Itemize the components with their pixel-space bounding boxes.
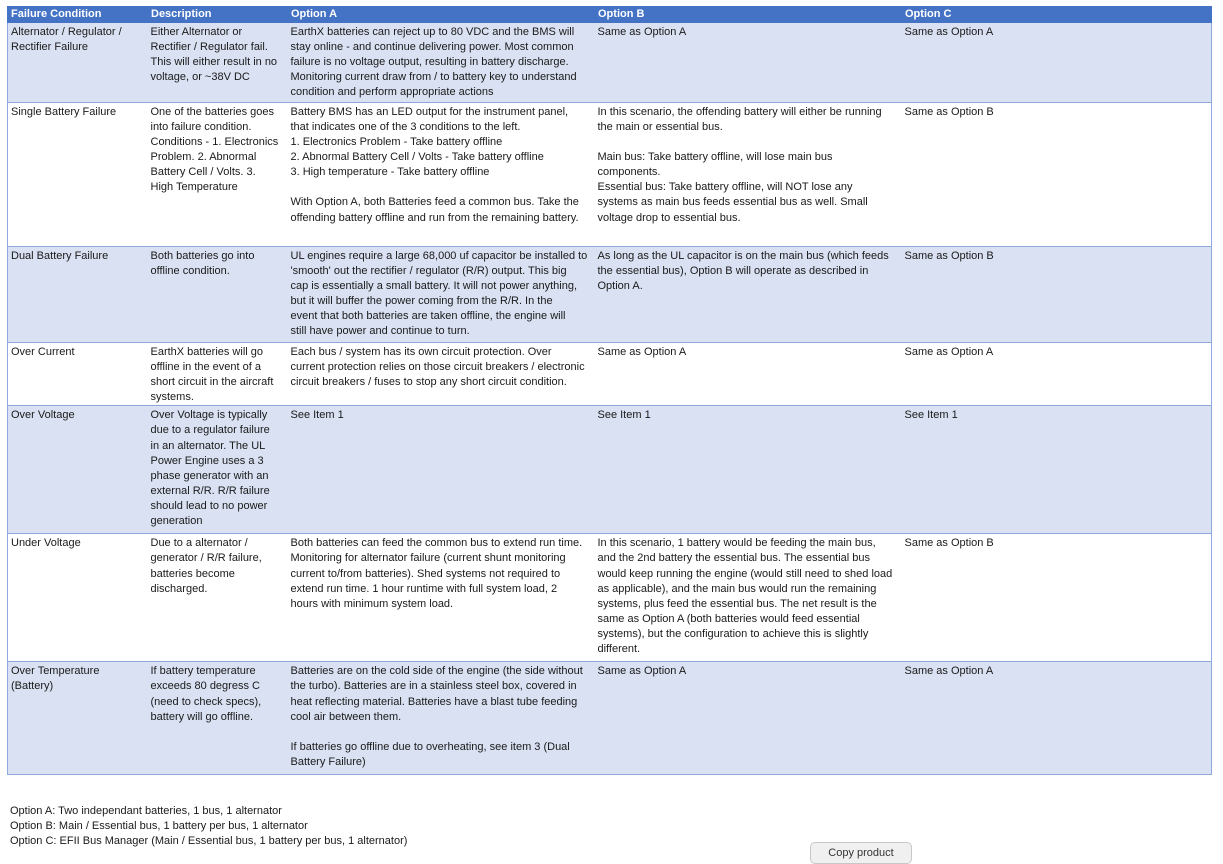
cell-text-line: Same as Option A — [904, 346, 994, 358]
cell-text-line: failure is no voltage output, resulting in battery discharge. — [290, 56, 569, 69]
failure-condition-cell[interactable] — [8, 406, 148, 534]
cell-text-line: in an alternator. The UL — [150, 439, 266, 452]
failure-condition-cell[interactable] — [8, 23, 148, 103]
cell-text-line: UL engines require a large 68,000 uf capacitor be installed to — [290, 250, 588, 262]
option-b-cell[interactable] — [595, 247, 902, 343]
cell-text-line: Rectifier / Regulator fail. — [150, 41, 268, 54]
cell-text-line: As long as the UL capacitor is on the main bus (which feeds — [597, 250, 889, 262]
cell-text-line: short circuit in the aircraft — [150, 376, 274, 389]
cell-text-line: into failure condition. — [150, 121, 252, 134]
option-b-cell[interactable] — [595, 662, 902, 775]
cell-text-line: 1. Electronics Problem - Take battery offline — [290, 136, 503, 149]
cell-text-line: 'smooth' out the rectifier / regulator (R/R) output. This big — [290, 265, 567, 278]
cell-text-line: See Item 1 — [290, 409, 344, 422]
description-cell[interactable] — [148, 662, 288, 775]
cell-text-line: With Option A, both Batteries feed a common bus. Take the — [290, 196, 579, 209]
cell-text-line — [291, 180, 592, 195]
option-c-cell[interactable] — [902, 534, 1212, 662]
table-row — [8, 662, 1212, 775]
cell-text-line: should lead to no power — [150, 499, 268, 512]
cell-text-line: batteries become — [150, 567, 235, 580]
cell-text-line: In this scenario, 1 battery would be feeding the main bus, — [597, 537, 876, 550]
cell-text-line: Single Battery Failure — [11, 106, 117, 118]
header-failure-condition[interactable]: Failure Condition — [8, 7, 148, 23]
description-cell[interactable] — [148, 23, 288, 103]
cell-text-line: voltage, or ~38V DC — [150, 71, 250, 84]
cell-text-line: phase generator with an — [150, 469, 269, 482]
cell-text-line: Same as Option B — [904, 106, 994, 118]
cell-text-line: Option A. — [597, 280, 643, 293]
option-c-cell[interactable] — [902, 103, 1212, 247]
option-c-cell[interactable] — [902, 662, 1212, 775]
cell-text-line: Over Current — [11, 346, 75, 358]
option-b-cell[interactable] — [595, 23, 902, 103]
cell-text-line — [291, 725, 592, 740]
cell-text-line: Battery BMS has an LED output for the instrument panel, — [290, 106, 569, 118]
cell-text-line: systems. — [150, 391, 194, 404]
cell-text-line: Conditions - 1. Electronics — [150, 136, 279, 149]
cell-text-line: and the 2nd battery the essential bus. The essential bus — [597, 552, 871, 565]
cell-text-line: EarthX batteries will go — [150, 346, 263, 358]
cell-text-line: voltage drop to essential bus. — [597, 211, 741, 224]
option-a-cell[interactable] — [288, 343, 595, 406]
cell-text-line: Each bus / system has its own circuit protection. Over — [290, 346, 552, 358]
header-option-c[interactable]: Option C — [902, 7, 1212, 23]
cell-text-line: systems as main bus feeds essential bus as well. Small — [597, 196, 868, 209]
description-cell[interactable] — [148, 406, 288, 534]
option-a-cell[interactable] — [288, 406, 595, 534]
cell-text-line: Same as Option A — [597, 346, 687, 358]
header-row — [8, 7, 1212, 23]
option-a-cell[interactable] — [288, 247, 595, 343]
cell-text-line: One of the batteries goes — [150, 106, 275, 118]
header-option-b[interactable]: Option B — [595, 7, 902, 23]
cell-text-line: Dual Battery Failure — [11, 250, 109, 262]
cell-text-line: Same as Option A — [597, 26, 687, 38]
cell-text-line: Monitoring for alternator failure (current shunt monitoring — [290, 552, 566, 565]
cell-text-line: systems), but the configuration to achieve this is slightly — [597, 627, 869, 640]
cell-text-line: circuit breakers / fuses to stop any short circuit condition. — [290, 376, 567, 389]
description-cell[interactable] — [148, 343, 288, 406]
cell-text-line: Same as Option A — [597, 665, 687, 678]
option-note: Option C: EFII Bus Manager (Main / Essential bus, 1 battery per bus, 1 alternator) — [10, 835, 408, 847]
cell-text-line: Same as Option B — [904, 250, 994, 262]
option-a-cell[interactable] — [288, 23, 595, 103]
cell-text-line: High Temperature — [150, 181, 238, 194]
cell-text-line: current to/from batteries). Shed systems not required to — [290, 567, 561, 580]
cell-text-line: the essential bus), Option B will operate as described in — [597, 265, 869, 278]
option-b-cell[interactable] — [595, 343, 902, 406]
option-note: Option A: Two independant batteries, 1 bus, 1 alternator — [10, 805, 282, 817]
cell-text-line: Under Voltage — [11, 537, 81, 550]
cell-text-line: See Item 1 — [904, 409, 958, 422]
cell-text-line: offline in the event of a — [150, 361, 261, 374]
cell-text-line: hours with minimum system load. — [290, 597, 454, 610]
cell-text-line: condition and perform appropriate actions — [290, 86, 494, 99]
cell-text-line: Problem. 2. Abnormal — [150, 151, 257, 164]
cell-text-line: generation — [150, 515, 203, 528]
cell-text-line: If battery temperature — [150, 665, 256, 678]
cell-text-line: Battery Failure) — [290, 755, 366, 768]
option-c-cell[interactable] — [902, 406, 1212, 534]
table-body — [8, 23, 1212, 775]
table-row — [8, 343, 1212, 406]
cell-text-line: Over Voltage is typically — [150, 409, 268, 422]
cell-text-line: stay online - and continue delivering power. Most common — [290, 41, 574, 54]
cell-text-line: event that both batteries are taken offline, the engine will — [290, 310, 566, 323]
cell-text-line: Monitoring current draw from / to battery key to understand — [290, 71, 577, 84]
cell-text-line: This will either result in no — [150, 56, 278, 69]
cell-text-line: the turbo). Batteries are in a stainless steel box, covered in — [290, 680, 577, 693]
cell-text-line: Essential bus: Take battery offline, will NOT lose any — [597, 181, 853, 194]
copy-product-button[interactable]: Copy product — [810, 842, 912, 864]
cell-text-line: EarthX batteries can reject up to 80 VDC and the BMS will — [290, 26, 575, 38]
cell-text-line: offline condition. — [150, 265, 230, 278]
description-cell[interactable] — [148, 534, 288, 662]
cell-text-line: Same as Option A — [904, 26, 994, 38]
cell-text-line: discharged. — [150, 582, 208, 595]
cell-text-line: heat reflecting material. Batteries have a blast tube feeding — [290, 695, 578, 708]
option-c-cell[interactable] — [902, 343, 1212, 406]
cell-text-line: external R/R. R/R failure — [150, 484, 270, 497]
option-a-cell[interactable] — [288, 103, 595, 247]
spreadsheet-sheet — [7, 6, 1211, 775]
cell-text-line: Over Temperature — [11, 665, 100, 678]
cell-text-line: 3. High temperature - Take battery offline — [290, 166, 490, 179]
cell-text-line: as applicable), and the main bus would run the remaining — [597, 582, 877, 595]
cell-text-line: Same as Option B — [904, 537, 994, 550]
cell-text-line: that indicates one of the 3 conditions to the left. — [290, 121, 521, 134]
cell-text-line: Alternator / Regulator / — [11, 26, 122, 38]
table-row — [8, 247, 1212, 343]
cell-text-line: would keep running the engine (would still need to shed load — [597, 567, 893, 580]
cell-text-line: Due to a alternator / — [150, 537, 248, 550]
cell-text-line: cap is essentially a small battery. It will not power anything, — [290, 280, 578, 293]
option-a-cell[interactable] — [288, 534, 595, 662]
cell-text-line: Both batteries go into — [150, 250, 255, 262]
cell-text-line: Power Engine uses a 3 — [150, 454, 264, 467]
cell-text-line: Over Voltage — [11, 409, 75, 422]
cell-text-line: Battery Cell / Volts. 3. — [150, 166, 256, 179]
cell-text-line: Both batteries can feed the common bus to extend run time. — [290, 537, 583, 550]
option-b-cell[interactable] — [595, 406, 902, 534]
cell-text-line: still have power and continue to turn. — [290, 325, 470, 338]
cell-text-line: Either Alternator or — [150, 26, 243, 38]
cell-text-line: exceeds 80 degress C — [150, 680, 260, 693]
option-b-cell[interactable] — [595, 103, 902, 247]
failure-condition-cell[interactable] — [8, 343, 148, 406]
header-description[interactable]: Description — [148, 7, 288, 23]
cell-text-line: the main or essential bus. — [597, 121, 723, 134]
cell-text-line: Batteries are on the cold side of the engine (the side without — [290, 665, 583, 678]
cell-text-line: different. — [597, 643, 641, 656]
cell-text-line: 2. Abnormal Battery Cell / Volts - Take battery offline — [290, 151, 544, 164]
failure-condition-cell[interactable] — [8, 534, 148, 662]
option-note: Option B: Main / Essential bus, 1 battery per bus, 1 alternator — [10, 820, 308, 832]
cell-text-line: offending battery offline and run from the remaining battery. — [290, 211, 579, 224]
option-a-cell[interactable] — [288, 662, 595, 775]
cell-text-line: battery will go offline. — [150, 710, 254, 723]
table-row — [8, 103, 1212, 247]
cell-text-line — [598, 135, 899, 150]
cell-text-line: In this scenario, the offending battery will either be running — [597, 106, 882, 118]
header-option-a[interactable]: Option A — [288, 7, 595, 23]
cell-text-line: Same as Option A — [904, 665, 994, 678]
cell-text-line: cool air between them. — [290, 710, 402, 723]
cell-text-line: same as Option A (both batteries would feed essential — [597, 612, 860, 625]
option-b-cell[interactable] — [595, 534, 902, 662]
cell-text-line: current protection relies on those circuit breakers / electronic — [290, 361, 585, 374]
failure-table — [7, 6, 1212, 775]
description-cell[interactable] — [148, 247, 288, 343]
option-c-cell[interactable] — [902, 247, 1212, 343]
table-row — [8, 406, 1212, 534]
cell-text-line: but it will buffer the power coming from the R/R. In the — [290, 295, 553, 308]
failure-condition-cell[interactable] — [8, 662, 148, 775]
table-row — [8, 23, 1212, 103]
option-c-cell[interactable] — [902, 23, 1212, 103]
option-notes — [10, 804, 407, 849]
failure-condition-cell[interactable] — [8, 247, 148, 343]
cell-text-line: due to a regulator failure — [150, 424, 270, 437]
cell-text-line: extend run time. 1 hour runtime with full system load, 2 — [290, 582, 558, 595]
cell-text-line: If batteries go offline due to overheating, see item 3 (Dual — [290, 740, 570, 753]
cell-text-line: Rectifier Failure — [11, 41, 89, 54]
cell-text-line: (Battery) — [11, 680, 54, 693]
cell-text-line: See Item 1 — [597, 409, 651, 422]
cell-text-line: systems, plus feed the essential bus. The net result is the — [597, 597, 877, 610]
failure-condition-cell[interactable] — [8, 103, 148, 247]
table-row — [8, 534, 1212, 662]
cell-text-line: (need to check specs), — [150, 695, 262, 708]
description-cell[interactable] — [148, 103, 288, 247]
cell-text-line: components. — [597, 166, 661, 179]
cell-text-line: generator / R/R failure, — [150, 552, 262, 565]
cell-text-line: Main bus: Take battery offline, will lose main bus — [597, 151, 833, 164]
